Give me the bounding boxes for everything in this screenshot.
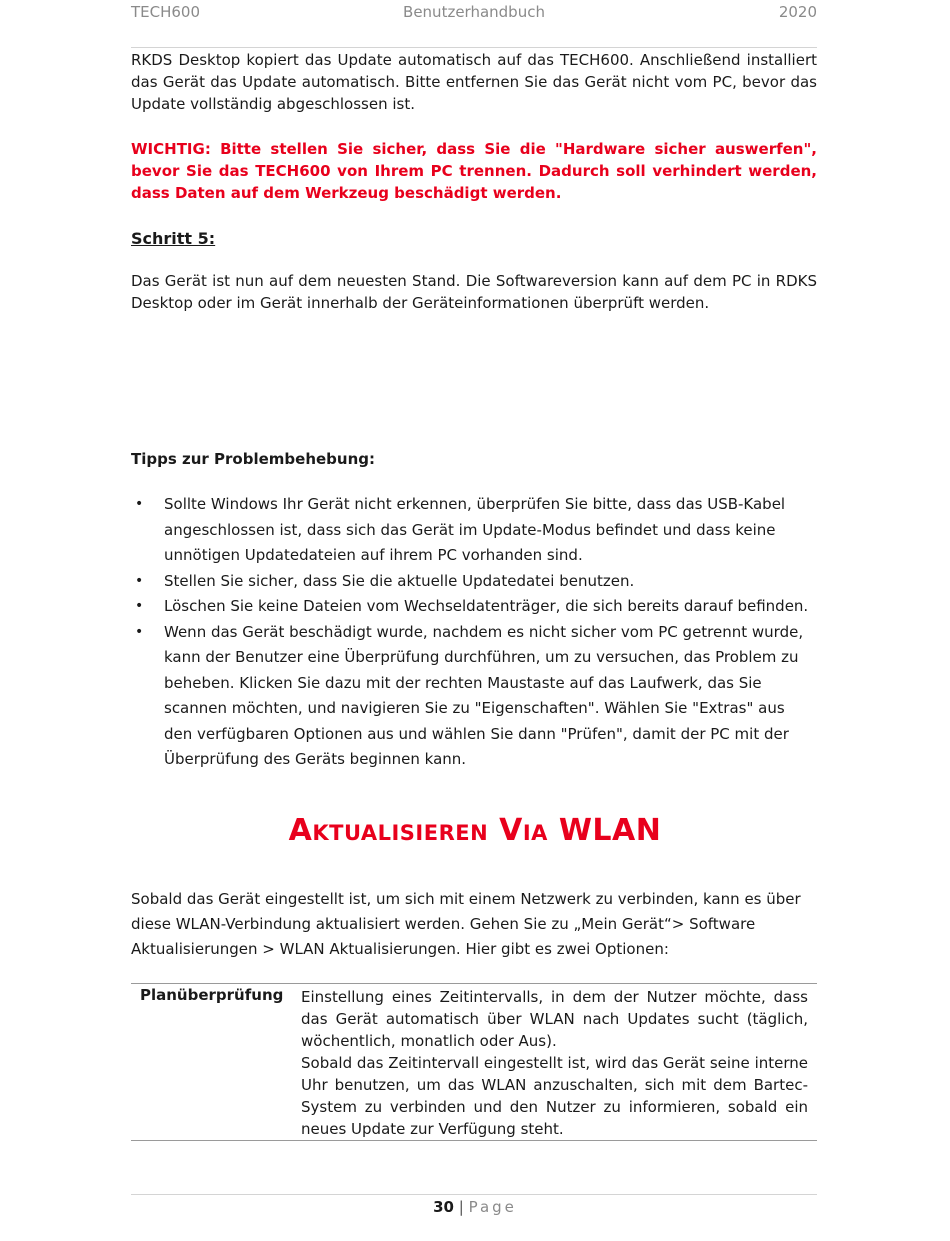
tips-heading: Tipps zur Problembehebung: [131, 450, 375, 468]
bullet-icon: • [135, 623, 144, 640]
table-description-part2: Sobald das Zeitintervall eingestellt ist, wird das Gerät seine interne Uhr benutzen, um das WLAN anzuschalten, sich mit dem Bartec-System zu verbinden und den Nutzer zu informieren, sobald ein neues Update zur Verfügung steht. [301, 1054, 808, 1138]
list-item [131, 569, 817, 595]
list-item [131, 492, 817, 569]
table-bottom-rule [131, 1140, 817, 1141]
list-item-text: Wenn das Gerät beschädigt wurde, nachdem es nicht sicher vom PC getrennt wurde, kann der Benutzer eine Überprüfung durchführen, um zu versuchen, das Problem zu beheben. Klicken Sie dazu mit der rechten Maustaste auf das Laufwerk, das Sie scannen möchten, und navigieren Sie zu "Eigenschaften". Wählen Sie "Extras" aus den verfügbaren Optionen aus und wählen Sie dann "Prüfen", damit der PC mit der Überprüfung des Geräts beginnen kann. [164, 622, 804, 768]
table-top-rule [131, 983, 817, 984]
list-item-text: Löschen Sie keine Dateien vom Wechseldatenträger, die sich bereits darauf befinden. [164, 597, 809, 615]
bullet-icon: • [135, 598, 144, 614]
bullet-icon: • [135, 496, 144, 512]
page-number: 30 [433, 1198, 454, 1216]
tips-list [131, 492, 817, 773]
page-label: Page [468, 1198, 517, 1216]
page-header [131, 3, 817, 23]
header-product: TECH600 [131, 3, 201, 21]
bullet-icon: • [135, 572, 144, 589]
list-item-text: Sollte Windows Ihr Gerät nicht erkennen, überprüfen Sie bitte, dass das USB-Kabel angeschlossen ist, dass sich das Gerät im Update-Modus befindet und dass keine unnötigen Updatedateien auf ihrem PC vorhanden sind. [164, 495, 786, 564]
step-paragraph: Das Gerät ist nun auf dem neuesten Stand. Die Softwareversion kann auf dem PC in RDKS Desktop oder im Gerät innerhalb der Geräteinformationen überprüft werden. [131, 272, 817, 312]
intro-paragraph: RKDS Desktop kopiert das Update automatisch auf das TECH600. Anschließend installiert das Gerät das Update automatisch. Bitte entfernen Sie das Gerät nicht vom PC, bevor das Update vollständig abgeschlossen ist. [131, 51, 817, 113]
header-divider [131, 47, 817, 48]
list-item-text: Stellen Sie sicher, dass Sie die aktuelle Updatedatei benutzen. [164, 571, 635, 590]
page-footer [0, 1198, 950, 1216]
footer-separator: | [458, 1198, 464, 1216]
table-row-label: Planüberprüfung [140, 986, 284, 1004]
list-item [131, 620, 817, 773]
footer-divider [131, 1194, 817, 1195]
table-description-part1: Einstellung eines Zeitintervalls, in dem der Nutzer möchte, dass das Gerät automatisch über WLAN nach Updates sucht (täglich, wöchentlich, monatlich oder Aus). [301, 988, 808, 1050]
step-heading: Schritt 5: [131, 229, 216, 248]
table-row-description [301, 986, 808, 1140]
list-item [131, 594, 817, 620]
warning-paragraph: WICHTIG: Bitte stellen Sie sicher, dass Sie die "Hardware sicher auswerfen", bevor Sie das TECH600 von Ihrem PC trennen. Dadurch soll verhindert werden, dass Daten auf dem Werkzeug beschädigt werden. [131, 140, 817, 202]
section-title: Aktualisieren Via WLAN [288, 813, 662, 848]
header-title: Benutzerhandbuch [403, 3, 545, 21]
header-year: 2020 [778, 3, 817, 21]
section-intro-paragraph: Sobald das Gerät eingestellt ist, um sich mit einem Netzwerk zu verbinden, kann es über diese WLAN-Verbindung aktualisiert werden. Gehen Sie zu „Mein Gerät“> Software Aktualisierungen > WLAN Aktualisierungen. Hier gibt es zwei Optionen: [131, 890, 801, 958]
